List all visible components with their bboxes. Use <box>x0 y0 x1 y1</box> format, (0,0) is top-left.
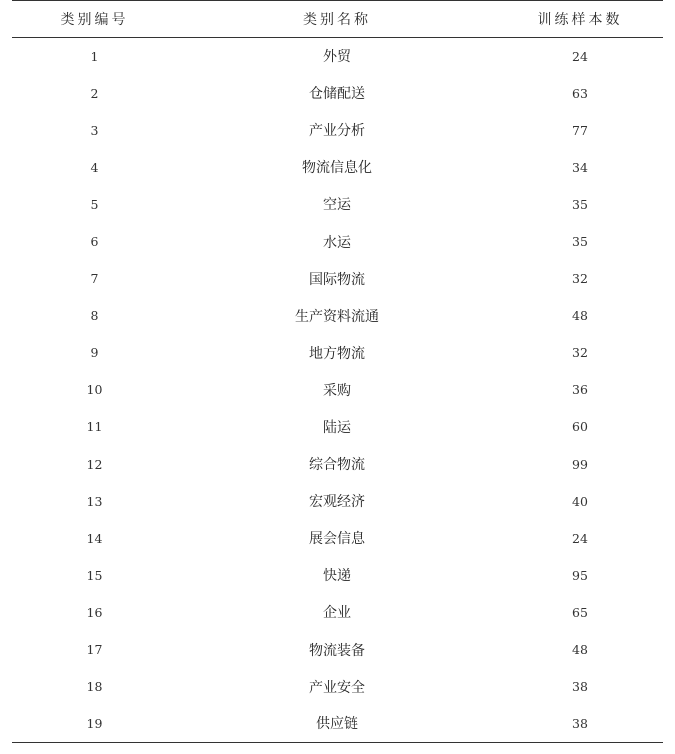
category-id-cell: 15 <box>86 567 103 583</box>
category-name-cell: 仓储配送 <box>309 86 365 103</box>
sample-count-cell: 60 <box>572 419 588 435</box>
sample-count-cell: 99 <box>572 456 588 472</box>
sample-count-cell: 48 <box>572 308 588 324</box>
table-row <box>12 186 663 223</box>
table-row <box>12 483 663 520</box>
category-name-cell: 展会信息 <box>309 531 365 548</box>
table-row <box>12 705 663 742</box>
header-row <box>12 1 663 38</box>
category-id-cell: 2 <box>90 85 99 101</box>
table-row <box>12 334 663 371</box>
category-id-cell: 7 <box>90 271 99 287</box>
header-category-name: 类别名称 <box>177 1 497 38</box>
table-row <box>12 668 663 705</box>
table-header <box>12 1 663 38</box>
category-name-cell: 企业 <box>323 605 351 622</box>
category-id-cell: 5 <box>90 196 99 212</box>
sample-count-cell: 65 <box>572 604 588 620</box>
category-name-cell: 物流装备 <box>309 642 365 659</box>
category-id-cell: 8 <box>90 308 99 324</box>
training-samples-table-wrapper <box>12 0 663 743</box>
sample-count-cell: 63 <box>572 85 588 101</box>
header-category-id: 类别编号 <box>12 1 177 38</box>
category-name-cell: 产业安全 <box>309 679 365 696</box>
table-row <box>12 75 663 112</box>
category-name-cell: 地方物流 <box>309 345 365 362</box>
sample-count-cell: 36 <box>572 382 588 398</box>
sample-count-cell: 24 <box>572 530 588 546</box>
category-name-cell: 供应链 <box>177 705 497 742</box>
table-row <box>12 557 663 594</box>
table-row <box>12 408 663 445</box>
table-body <box>12 38 663 743</box>
sample-count-cell: 77 <box>572 122 588 138</box>
category-id-cell: 14 <box>86 530 103 546</box>
category-id-cell: 12 <box>86 456 103 472</box>
sample-count-cell: 38 <box>497 705 663 742</box>
sample-count-cell: 32 <box>572 271 588 287</box>
category-id-cell: 4 <box>90 159 99 175</box>
table-row <box>12 446 663 483</box>
category-name-cell: 综合物流 <box>309 457 365 474</box>
category-id-cell: 18 <box>86 679 103 695</box>
category-id-cell: 19 <box>12 705 177 742</box>
category-id-cell: 16 <box>86 604 103 620</box>
category-name-cell: 水运 <box>323 234 351 251</box>
category-id-cell: 3 <box>90 122 99 138</box>
category-name-cell: 生产资料流通 <box>295 308 379 325</box>
category-id-cell: 13 <box>86 493 103 509</box>
category-id-cell: 9 <box>90 345 99 361</box>
sample-count-cell: 35 <box>572 234 588 250</box>
category-name-cell: 陆运 <box>323 419 351 436</box>
sample-count-cell: 38 <box>572 679 588 695</box>
category-name-cell: 产业分析 <box>309 123 365 140</box>
table-row <box>12 520 663 557</box>
category-name-cell: 空运 <box>323 197 351 214</box>
sample-count-cell: 24 <box>572 48 588 64</box>
category-id-cell: 17 <box>86 642 103 658</box>
sample-count-cell: 32 <box>572 345 588 361</box>
sample-count-cell: 95 <box>572 567 588 583</box>
table-row <box>12 260 663 297</box>
table-row <box>12 297 663 334</box>
sample-count-cell: 40 <box>572 493 588 509</box>
table-row <box>12 38 663 75</box>
table-row <box>12 223 663 260</box>
table-row <box>12 149 663 186</box>
category-id-cell: 1 <box>90 48 99 64</box>
sample-count-cell: 48 <box>572 642 588 658</box>
category-id-cell: 10 <box>86 382 103 398</box>
table-row <box>12 631 663 668</box>
category-name-cell: 快递 <box>323 568 351 585</box>
category-name-cell: 国际物流 <box>309 271 365 288</box>
sample-count-cell: 35 <box>572 196 588 212</box>
table-row <box>12 594 663 631</box>
category-id-cell: 6 <box>90 234 99 250</box>
training-samples-table <box>12 0 663 743</box>
header-sample-count: 训练样本数 <box>497 1 663 38</box>
category-name-cell: 外贸 <box>323 49 351 66</box>
category-name-cell: 采购 <box>323 382 351 399</box>
sample-count-cell: 34 <box>572 159 588 175</box>
category-name-cell: 物流信息化 <box>302 160 372 177</box>
category-name-cell: 宏观经济 <box>309 494 365 511</box>
table-row <box>12 371 663 408</box>
table-row <box>12 112 663 149</box>
category-id-cell: 11 <box>86 419 103 435</box>
